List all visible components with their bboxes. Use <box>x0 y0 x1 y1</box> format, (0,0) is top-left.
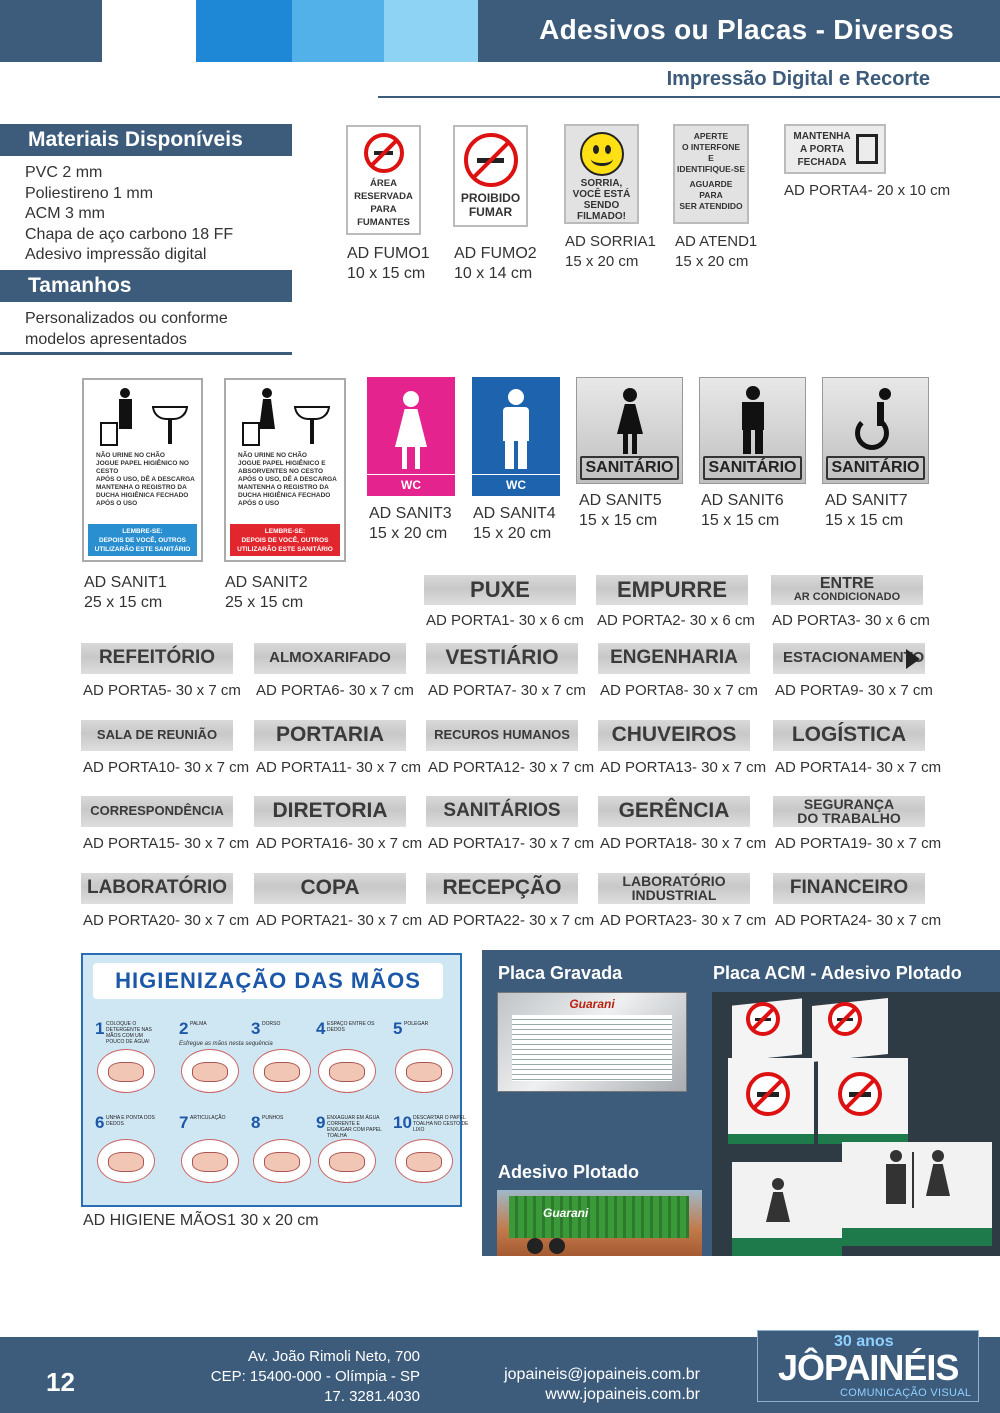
plate-caption: AD PORTA7- 30 x 7 cm <box>428 682 586 699</box>
no-smoking-icon <box>364 133 404 173</box>
no-smoking-icon <box>464 133 518 187</box>
hygiene-caption: AD HIGIENE MÃOS1 30 x 20 cm <box>83 1212 319 1229</box>
hygiene-step-text: UNHA E PONTA DOS DEDOS <box>106 1115 155 1127</box>
sign-proibido-fumar <box>453 125 528 227</box>
plate-caption: AD PORTA23- 30 x 7 cm <box>600 912 767 929</box>
plate-caption: AD PORTA18- 30 x 7 cm <box>600 835 767 852</box>
plate-caption: AD PORTA14- 30 x 7 cm <box>775 759 942 776</box>
brand-text: Guarani <box>569 997 615 1011</box>
plate-caption: AD PORTA8- 30 x 7 cm <box>600 682 758 699</box>
plate-caption: AD PORTA3- 30 x 6 cm <box>772 612 930 629</box>
header-block-4 <box>384 0 478 62</box>
hygiene-step-text: ESPAÇO ENTRE OS DEDOS <box>327 1021 375 1033</box>
sign-text: MANTENHA A PORTA FECHADA <box>793 131 851 168</box>
pictogram-icon <box>86 382 199 452</box>
sign-label: SANITÁRIO <box>826 456 925 480</box>
plate-caption: AD PORTA16- 30 x 7 cm <box>256 835 423 852</box>
plate-seguranca: SEGURANÇA DO TRABALHO <box>773 796 925 827</box>
plate-caption: AD PORTA19- 30 x 7 cm <box>775 835 942 852</box>
plate-caption: AD PORTA11- 30 x 7 cm <box>256 759 422 776</box>
footer-email[interactable]: jopaineis@jopaineis.com.br <box>504 1366 700 1383</box>
male-icon <box>890 1150 902 1162</box>
plate-caption: AD PORTA5- 30 x 7 cm <box>83 682 241 699</box>
hands-icon <box>97 1049 155 1093</box>
plate-copa: COPA <box>254 873 406 904</box>
plate-recuros-humanos: RECUROS HUMANOS <box>426 720 578 751</box>
sign-label: SANITÁRIO <box>580 456 679 480</box>
hygiene-step-text: POLEGAR <box>404 1021 429 1027</box>
plate-caption: AD PORTA22- 30 x 7 cm <box>428 912 595 929</box>
sign-sanitario-female <box>576 377 683 484</box>
sign-caption: AD SANIT2 25 x 15 cm <box>225 574 308 611</box>
plate-sala-de-reuniao: SALA DE REUNIÃO <box>81 720 233 751</box>
hygiene-step-number: 8 <box>251 1113 261 1132</box>
sign-label: WC <box>401 478 421 492</box>
plate-recepcao: RECEPÇÃO <box>426 873 578 904</box>
hygiene-step-number: 1 <box>95 1019 105 1038</box>
sign-rules: NÃO URINE NO CHÃO JOGUE PAPEL HIGIÊNICO NO CESTO APÓS O USO, DÊ A DESCARGA MANTENHA O REGISTRO DA DUCHA HIGIÊNICA FECHADO APÓS O USO <box>96 452 195 507</box>
material-item: ACM 3 mm <box>25 205 105 222</box>
plate-caption: AD PORTA15- 30 x 7 cm <box>83 835 250 852</box>
plate-caption: AD PORTA21- 30 x 7 cm <box>256 912 423 929</box>
sign-sorria <box>564 124 639 224</box>
plate-caption: AD PORTA1- 30 x 6 cm <box>426 612 584 629</box>
footer-website[interactable]: www.jopaineis.com.br <box>545 1386 700 1403</box>
material-item: Chapa de aço carbono 18 FF <box>25 225 234 243</box>
male-icon <box>746 386 760 400</box>
truck-photo <box>497 1190 702 1256</box>
page-title: Adesivos ou Placas - Diversos <box>539 14 954 45</box>
plate-logistica: LOGÍSTICA <box>773 720 925 751</box>
acm-photo <box>712 992 1000 1256</box>
plate-caption: AD PORTA20- 30 x 7 cm <box>83 912 250 929</box>
plate-entre: ENTRE AR CONDICIONADO <box>771 575 923 605</box>
plate-portaria: PORTARIA <box>254 720 406 751</box>
page-header <box>0 0 1000 62</box>
plate-gerencia: GERÊNCIA <box>598 796 750 827</box>
hygiene-title: HIGIENIZAÇÃO DAS MÃOS <box>93 963 443 999</box>
plate-vestiario: VESTIÁRIO <box>426 643 578 674</box>
hands-icon <box>318 1139 376 1183</box>
sign-sanit2 <box>224 378 346 562</box>
sizes-rule <box>0 352 292 355</box>
material-item: Poliestireno 1 mm <box>25 184 154 202</box>
female-icon <box>772 1178 784 1190</box>
hygiene-step-number: 5 <box>393 1019 403 1038</box>
plate-caption: AD PORTA9- 30 x 7 cm <box>775 682 933 699</box>
acm-heading: Placa ACM - Adesivo Plotado <box>713 963 962 983</box>
hygiene-poster <box>81 953 469 1207</box>
female-icon <box>623 388 637 402</box>
company-logo: 30 anos JÔPAINÉIS COMUNICAÇÃO VISUAL <box>757 1330 979 1402</box>
plate-caption: AD PORTA13- 30 x 7 cm <box>600 759 767 776</box>
hands-icon <box>253 1049 311 1093</box>
header-block-1 <box>0 0 102 62</box>
sign-caption: AD PORTA4- 20 x 10 cm <box>784 182 951 199</box>
sign-label: WC <box>506 478 526 492</box>
hands-icon <box>97 1139 155 1183</box>
door-icon <box>856 134 878 164</box>
plate-sanitarios: SANITÁRIOS <box>426 796 578 827</box>
sign-mantenha-porta <box>784 124 886 174</box>
photos-panel <box>482 950 1000 1256</box>
no-smoking-icon <box>746 1002 780 1036</box>
arrow-right-icon <box>906 649 920 669</box>
sizes-line: modelos apresentados <box>25 330 187 348</box>
no-smoking-icon <box>746 1072 790 1116</box>
sign-sanitario-accessible <box>822 377 929 484</box>
sign-rules: NÃO URINE NO CHÃO JOGUE PAPEL HIGIÊNICO E ABSORVENTES NO CESTO APÓS O USO, DÊ A DESCARGA MANTENHA O REGISTRO DA DUCHA HIGIÊNICA FECHADO APÓS O USO <box>238 452 337 507</box>
no-smoking-icon <box>838 1072 882 1116</box>
sign-text: PROIBIDO FUMAR <box>460 191 521 219</box>
hands-icon <box>395 1049 453 1093</box>
female-icon <box>932 1150 944 1162</box>
hands-icon <box>395 1139 453 1183</box>
sign-wc-male <box>472 377 560 496</box>
sign-caption: AD FUMO1 10 x 15 cm <box>347 245 430 282</box>
plate-laboratorio: LABORATÓRIO <box>81 873 233 904</box>
plate-almoxarifado: ALMOXARIFADO <box>254 643 406 674</box>
hygiene-subtitle: Esfregue as mãos nesta sequência <box>179 1041 273 1047</box>
plate-laboratorio: LABORATÓRIO INDUSTRIAL <box>598 873 750 904</box>
no-smoking-icon <box>828 1002 862 1036</box>
sign-caption: AD SANIT3 15 x 20 cm <box>369 505 452 542</box>
plate-caption: AD PORTA24- 30 x 7 cm <box>775 912 942 929</box>
hygiene-step-number: 6 <box>95 1113 105 1132</box>
material-item: Adesivo impressão digital <box>25 246 207 263</box>
material-item: PVC 2 mm <box>25 164 103 181</box>
plate-caption: AD PORTA6- 30 x 7 cm <box>256 682 414 699</box>
subtitle-rule <box>378 96 1000 98</box>
engraved-plate-photo <box>497 992 687 1092</box>
sign-text: APERTE O INTERFONE E IDENTIFIQUE-SE AGUARDE PARA SER ATENDIDO <box>676 131 745 211</box>
plate-caption: AD PORTA17- 30 x 7 cm <box>428 835 595 852</box>
plate-puxe: PUXE <box>424 575 576 605</box>
sign-caption: AD SANIT6 15 x 15 cm <box>701 492 784 529</box>
pictogram-icon <box>228 382 342 452</box>
page-number: 12 <box>46 1367 75 1397</box>
sign-banner: LEMBRE-SE: DEPOIS DE VOCÊ, OUTROS UTILIZARÃO ESTE SANITÁRIO <box>230 524 340 556</box>
plate-empurre: EMPURRE <box>596 575 748 605</box>
plate-caption: AD PORTA2- 30 x 6 cm <box>597 612 755 629</box>
footer-contact <box>440 1365 700 1405</box>
materials-list <box>25 163 233 266</box>
hygiene-step-text: DESCARTAR O PAPEL TOALHA NO CESTO DE LIXO <box>413 1115 469 1133</box>
engraved-heading: Placa Gravada <box>498 963 623 983</box>
brand-text: Guarani <box>543 1206 589 1220</box>
hands-icon <box>181 1049 239 1093</box>
plate-refeitorio: REFEITÓRIO <box>81 643 233 674</box>
sign-caption: AD SANIT4 15 x 20 cm <box>473 505 556 542</box>
sign-banner: LEMBRE-SE: DEPOIS DE VOCÊ, OUTROS UTILIZARÃO ESTE SANITÁRIO <box>88 524 197 556</box>
page-subtitle: Impressão Digital e Recorte <box>666 68 930 90</box>
hygiene-step-text: ARTICULAÇÃO <box>190 1115 226 1121</box>
sign-caption: AD FUMO2 10 x 14 cm <box>454 245 537 282</box>
hygiene-step-text: PUNHOS <box>262 1115 284 1121</box>
plate-caption: AD PORTA12- 30 x 7 cm <box>428 759 595 776</box>
header-gap <box>102 0 196 62</box>
sizes-text <box>25 309 228 350</box>
hygiene-step-number: 2 <box>179 1019 189 1038</box>
sizes-line: Personalizados ou conforme <box>25 310 228 327</box>
footer-address: Av. João Rimoli Neto, 700 CEP: 15400-000 - Olímpia - SP 17. 3281.4030 <box>210 1348 420 1405</box>
hands-icon <box>318 1049 376 1093</box>
plate-chuveiros: CHUVEIROS <box>598 720 750 751</box>
hygiene-step-number: 4 <box>316 1019 326 1038</box>
sign-wc-female <box>367 377 455 496</box>
hygiene-step-number: 10 <box>393 1113 412 1132</box>
sizes-heading: Tamanhos <box>0 270 292 302</box>
sign-caption: AD ATEND1 15 x 20 cm <box>675 233 758 270</box>
sign-sanitario-male <box>699 377 806 484</box>
sign-area-fumantes <box>346 125 421 235</box>
sign-text: ÁREA RESERVADA PARA FUMANTES <box>354 178 413 228</box>
plate-caption: AD PORTA10- 30 x 7 cm <box>83 759 250 776</box>
sign-caption: AD SANIT7 15 x 15 cm <box>825 492 908 529</box>
hygiene-step-number: 3 <box>251 1019 261 1038</box>
materials-heading: Materiais Disponíveis <box>0 124 292 156</box>
sign-text: SORRIA, VOCÊ ESTÁ SENDO FILMADO! <box>572 178 631 222</box>
hygiene-step-number: 7 <box>179 1113 189 1132</box>
hygiene-step-text: ENXAGUAR EM ÁGUA CORRENTE E ENXUGAR COM PAPEL TOALHA <box>327 1115 382 1139</box>
plate-diretoria: DIRETORIA <box>254 796 406 827</box>
sign-caption: AD SORRIA1 15 x 20 cm <box>565 233 656 270</box>
plate-correspondencia: CORRESPONDÊNCIA <box>81 796 233 827</box>
hygiene-step-number: 9 <box>316 1113 326 1132</box>
male-icon <box>508 389 524 405</box>
female-icon <box>403 391 419 407</box>
sign-caption: AD SANIT1 25 x 15 cm <box>84 574 167 611</box>
plotted-heading: Adesivo Plotado <box>498 1162 640 1182</box>
wheelchair-icon <box>879 388 891 400</box>
plate-engenharia: ENGENHARIA <box>598 643 750 674</box>
sign-aperte-interfone <box>673 124 749 224</box>
header-block-2 <box>196 0 292 62</box>
hygiene-step-text: DORSO <box>262 1021 281 1027</box>
hands-icon <box>253 1139 311 1183</box>
hands-icon <box>181 1139 239 1183</box>
hygiene-step-text: COLOQUE O DETERGENTE NAS MÃOS COM UM POUCO DE ÁGUA! <box>106 1021 152 1045</box>
hygiene-step-text: PALMA <box>190 1021 207 1027</box>
sign-caption: AD SANIT5 15 x 15 cm <box>579 492 662 529</box>
page-footer <box>0 1333 1000 1413</box>
plate-estacionamento: ESTACIONAMENTO <box>773 643 925 674</box>
header-block-3 <box>292 0 384 62</box>
smiley-icon <box>580 132 624 176</box>
sign-label: SANITÁRIO <box>703 456 802 480</box>
plate-financeiro: FINANCEIRO <box>773 873 925 904</box>
sign-sanit1 <box>82 378 203 562</box>
